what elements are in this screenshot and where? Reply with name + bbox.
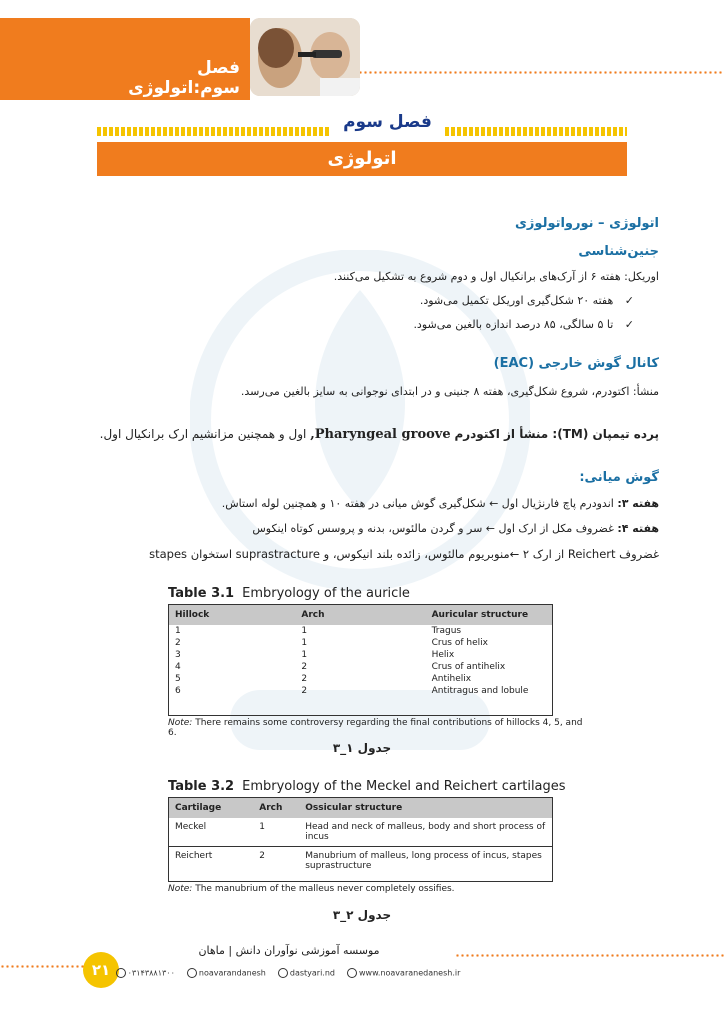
page-number: ۲۱	[83, 952, 119, 988]
table-row: 2 1 Crus of helix	[175, 638, 488, 648]
table2-header-cell: Arch	[259, 803, 283, 813]
table1-title: Embryology of the auricle	[242, 586, 410, 601]
bullet-item: ✓ هفته ۲۰ شکل‌گیری اوریکل تکمیل می‌شود.	[419, 294, 634, 307]
chapter-title: اتولوژی	[327, 148, 397, 169]
checkmark-icon: ✓	[624, 294, 634, 307]
header-dots-left	[0, 70, 95, 75]
table-row: 3 1 Helix	[175, 650, 455, 660]
middle-ear-line: هفته ۳: اندودرم پاچ فارنژیال اول ← شکل‌گیری گوش میانی در هفته ۱۰ و همچنین لوله استاش.	[221, 497, 659, 510]
table1-note-label: Note:	[168, 718, 193, 728]
table2-header-cell: Ossicular structure	[305, 803, 403, 813]
contact-item[interactable]: dastyari.nd	[278, 968, 335, 978]
table-row: 6 2 Antitragus and lobule	[175, 686, 529, 696]
table2-persian-caption: جدول ۲_۳	[332, 908, 392, 922]
table1-header-cell: Auricular structure	[431, 610, 529, 620]
table1-note	[168, 718, 588, 738]
header-dots-right	[358, 70, 724, 75]
checkmark-icon: ✓	[624, 318, 634, 331]
table-row: 4 2 Crus of antihelix	[175, 662, 506, 672]
tm-paragraph	[59, 427, 659, 442]
table2-header-cell: Cartilage	[175, 803, 222, 813]
eac-heading: کانال گوش خارجی (EAC)	[493, 356, 659, 371]
bullet-item: ✓ تا ۵ سالگی، ۸۵ درصد اندازه بالغین می‌شود.	[413, 318, 634, 331]
tm-term: Pharyngeal groove,	[310, 427, 451, 442]
footer-contacts	[118, 968, 461, 978]
auricle-intro: اوریکل: هفته ۶ از آرک‌های برانکیال اول و دوم شروع به تشکیل می‌کنند.	[333, 270, 659, 283]
embryology-heading: جنین‌شناسی	[578, 244, 659, 259]
table2-header-row	[169, 798, 552, 818]
table2-note	[168, 884, 588, 894]
globe-icon	[347, 968, 357, 978]
table2-note-text: The manubrium of the malleus never completely ossifies.	[195, 884, 455, 894]
middle-ear-line: هفته ۴: غضروف مکل از ارک اول ← سر و گردن مالئوس، بدنه و پروسس کوتاه اینکوس	[252, 522, 659, 535]
table1	[168, 604, 553, 716]
chapter-stripe-left	[97, 127, 329, 136]
table-row: Reichert 2 Manubrium of malleus, long process of incus, stapes suprastructure	[175, 851, 542, 871]
table1-header-cell: Arch	[301, 610, 325, 620]
table1-header-row	[169, 605, 552, 625]
instagram-icon	[278, 968, 288, 978]
table2	[168, 797, 553, 882]
contact-item[interactable]: www.noavaranedanesh.ir	[347, 968, 460, 978]
table-row: Meckel 1 Head and neck of malleus, body and short process of incus	[169, 818, 552, 847]
footer-dots-right	[455, 953, 724, 958]
publisher-name: موسسه آموزشی نوآوران دانش | ماهان	[198, 944, 380, 957]
phone-icon	[116, 968, 126, 978]
chapter-subtitle: فصل سوم	[343, 112, 432, 132]
table-row: 1 1 Tragus	[175, 626, 462, 636]
table2-note-label: Note:	[168, 884, 193, 894]
otoscope-exam-photo	[250, 18, 360, 96]
contact-item[interactable]: noavarandanesh	[187, 968, 266, 978]
contact-item: ۰۳۱۴۳۸۸۱۳۰۰	[116, 968, 175, 978]
tm-label: پرده تیمپان (TM): منشأ از اکتودرم	[454, 427, 659, 441]
section-title: اتولوژی – نورواتولوژی	[515, 216, 659, 231]
table2-number: Table 3.2	[168, 779, 235, 794]
table1-note-text: There remains some controversy regarding the final contributions of hillocks 4, 5, and 6.	[168, 718, 583, 738]
table2-title: Embryology of the Meckel and Reichert cartilages	[242, 779, 566, 794]
chapter-stripe-right	[445, 127, 627, 136]
reichert-line: غضروف Reichert از ارک ۲ ←منوبریوم مالئوس، زائده بلند انیکوس، و suprastracture استخوان stapes	[149, 547, 659, 561]
table-row: 5 2 Antihelix	[175, 674, 472, 684]
table1-caption	[168, 586, 568, 601]
middle-ear-heading: گوش میانی:	[579, 470, 659, 485]
table1-header-cell: Hillock	[175, 610, 210, 620]
chapter-tab-title: فصل سوم:اتولوژی	[128, 58, 240, 98]
table2-caption	[168, 779, 588, 794]
table1-number: Table 3.1	[168, 586, 235, 601]
instagram-icon	[187, 968, 197, 978]
table1-persian-caption: جدول ۱_۳	[332, 741, 392, 755]
tm-rest: اول و همچنین مزانشیم ارک برانکیال اول.	[99, 427, 307, 441]
footer-dots-left	[0, 964, 88, 969]
eac-text: منشأ: اکتودرم، شروع شکل‌گیری، هفته ۸ جنینی و در ابتدای نوجوانی به سایز بالغین می‌رسد.	[240, 385, 659, 398]
